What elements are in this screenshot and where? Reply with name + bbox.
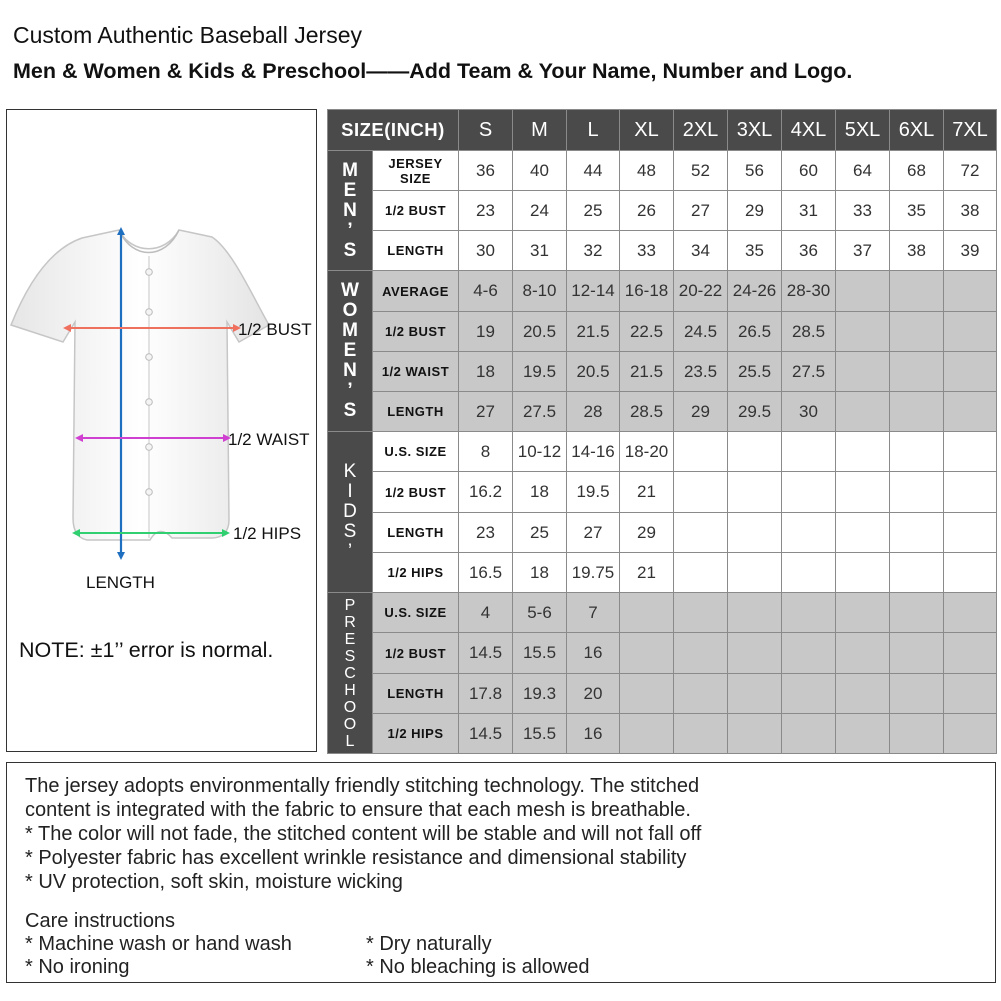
size-value-cell: 27: [567, 513, 620, 553]
size-value-cell: [890, 553, 944, 593]
size-value-cell: 20: [567, 674, 620, 714]
group-label-glyph: W: [341, 280, 359, 301]
size-value-cell: [728, 674, 782, 714]
care-item: * Machine wash or hand wash: [25, 933, 292, 955]
group-label-glyph: P: [344, 596, 356, 614]
size-value-cell: 14-16: [567, 432, 620, 472]
description-line: content is integrated with the fabric to ensure that each mesh is breathable.: [25, 799, 691, 821]
group-label-glyph: I: [347, 481, 353, 502]
size-value-cell: [836, 472, 890, 513]
size-value-cell: 64: [836, 151, 890, 191]
size-value-cell: 10-12: [513, 432, 567, 472]
size-value-cell: [836, 432, 890, 472]
size-value-cell: 23: [459, 513, 513, 553]
size-value-cell: [944, 593, 997, 633]
care-title: Care instructions: [25, 910, 176, 932]
size-row: [328, 674, 997, 714]
group-label-glyph: K: [343, 461, 357, 482]
size-value-cell: [944, 352, 997, 392]
size-value-cell: 29: [728, 191, 782, 231]
size-value-cell: 4: [459, 593, 513, 633]
size-value-cell: 18: [513, 472, 567, 513]
size-value-cell: [782, 593, 836, 633]
size-value-cell: [674, 472, 728, 513]
row-label: LENGTH: [373, 231, 459, 271]
size-value-cell: [836, 633, 890, 674]
size-value-cell: [674, 633, 728, 674]
row-label: 1/2 BUST: [373, 633, 459, 674]
size-value-cell: 5-6: [513, 593, 567, 633]
size-chart-body: [328, 151, 997, 754]
size-value-cell: 24-26: [728, 271, 782, 312]
size-value-cell: [620, 714, 674, 754]
size-value-cell: [890, 714, 944, 754]
row-label: 1/2 BUST: [373, 312, 459, 352]
size-value-cell: 18: [513, 553, 567, 593]
size-value-cell: 48: [620, 151, 674, 191]
size-value-cell: [782, 674, 836, 714]
size-value-cell: 26.5: [728, 312, 782, 352]
size-value-cell: 32: [567, 231, 620, 271]
size-value-cell: 44: [567, 151, 620, 191]
size-value-cell: [944, 432, 997, 472]
size-value-cell: 17.8: [459, 674, 513, 714]
length-label: LENGTH: [86, 573, 155, 592]
size-value-cell: 23: [459, 191, 513, 231]
size-value-cell: [728, 432, 782, 472]
size-value-cell: [836, 352, 890, 392]
size-row: [328, 392, 997, 432]
size-value-cell: 16.5: [459, 553, 513, 593]
row-label: LENGTH: [373, 674, 459, 714]
size-value-cell: [944, 472, 997, 513]
group-label-glyph: O: [342, 300, 358, 321]
size-value-cell: 30: [782, 392, 836, 432]
size-row: [328, 593, 997, 633]
size-value-cell: 14.5: [459, 633, 513, 674]
group-label-glyph: O: [343, 698, 357, 716]
row-label: U.S. SIZE: [373, 593, 459, 633]
size-value-cell: 15.5: [513, 714, 567, 754]
size-value-cell: [836, 553, 890, 593]
size-value-cell: [890, 352, 944, 392]
size-value-cell: 27: [674, 191, 728, 231]
size-header-cell: 4XL: [782, 110, 836, 151]
size-row: [328, 553, 997, 593]
size-row: [328, 432, 997, 472]
size-value-cell: [620, 674, 674, 714]
size-value-cell: 15.5: [513, 633, 567, 674]
size-value-cell: [674, 674, 728, 714]
size-value-cell: [944, 271, 997, 312]
size-value-cell: 36: [459, 151, 513, 191]
size-value-cell: 20-22: [674, 271, 728, 312]
size-value-cell: 20.5: [513, 312, 567, 352]
size-value-cell: [674, 714, 728, 754]
size-value-cell: 27.5: [782, 352, 836, 392]
size-value-cell: 68: [890, 151, 944, 191]
size-value-cell: 25: [513, 513, 567, 553]
size-value-cell: [782, 513, 836, 553]
size-value-cell: [944, 392, 997, 432]
group-label-kids: [328, 432, 373, 593]
size-row: [328, 714, 997, 754]
size-value-cell: 27: [459, 392, 513, 432]
size-header-cell: S: [459, 110, 513, 151]
group-label-women: [328, 271, 373, 432]
size-value-cell: 4-6: [459, 271, 513, 312]
size-value-cell: 21: [620, 553, 674, 593]
size-value-cell: 12-14: [567, 271, 620, 312]
size-value-cell: [890, 472, 944, 513]
size-value-cell: [728, 472, 782, 513]
group-label-glyph: O: [343, 715, 357, 733]
row-label: 1/2 HIPS: [373, 553, 459, 593]
size-header-cell: 5XL: [836, 110, 890, 151]
size-value-cell: [674, 513, 728, 553]
size-value-cell: 33: [620, 231, 674, 271]
size-value-cell: 16-18: [620, 271, 674, 312]
size-value-cell: [944, 312, 997, 352]
row-label: JERSEY SIZE: [373, 151, 459, 191]
error-note: NOTE: ±1’’ error is normal.: [19, 638, 274, 662]
row-label: 1/2 BUST: [373, 472, 459, 513]
size-value-cell: [782, 432, 836, 472]
group-label-glyph: S: [344, 647, 356, 665]
size-value-cell: 29.5: [728, 392, 782, 432]
size-header-row: [328, 110, 997, 151]
size-value-cell: 29: [620, 513, 674, 553]
size-value-cell: 23.5: [674, 352, 728, 392]
row-label: 1/2 HIPS: [373, 714, 459, 754]
size-value-cell: 18: [459, 352, 513, 392]
size-value-cell: [674, 593, 728, 633]
size-value-cell: 7: [567, 593, 620, 633]
row-label: 1/2 BUST: [373, 191, 459, 231]
group-label-glyph: E: [343, 179, 357, 201]
care-item: * Dry naturally: [366, 933, 492, 955]
group-label-glyph: L: [345, 732, 355, 750]
size-value-cell: [890, 513, 944, 553]
size-value-cell: 38: [944, 191, 997, 231]
size-value-cell: 20.5: [567, 352, 620, 392]
waist-label: 1/2 WAIST: [228, 430, 310, 449]
size-value-cell: [890, 432, 944, 472]
size-row: [328, 231, 997, 271]
group-label-glyph: N: [343, 360, 357, 381]
size-value-cell: [728, 553, 782, 593]
size-value-cell: 26: [620, 191, 674, 231]
size-header-cell: M: [513, 110, 567, 151]
size-value-cell: 56: [728, 151, 782, 191]
group-label-glyph: E: [343, 340, 357, 361]
size-value-cell: [836, 674, 890, 714]
size-value-cell: [890, 593, 944, 633]
size-value-cell: 35: [728, 231, 782, 271]
product-description: [6, 762, 996, 983]
group-label-glyph: S: [343, 239, 357, 261]
size-value-cell: 24.5: [674, 312, 728, 352]
size-value-cell: [836, 312, 890, 352]
bust-label: 1/2 BUST: [238, 320, 312, 339]
size-value-cell: 16: [567, 714, 620, 754]
size-value-cell: [890, 312, 944, 352]
group-label-men: [328, 151, 373, 271]
size-value-cell: 21: [620, 472, 674, 513]
size-value-cell: [836, 513, 890, 553]
size-value-cell: 30: [459, 231, 513, 271]
size-value-cell: 16: [567, 633, 620, 674]
feature-bullet: * The color will not fade, the stitched content will be stable and will not fall off: [25, 823, 702, 845]
size-value-cell: 60: [782, 151, 836, 191]
size-value-cell: [890, 633, 944, 674]
size-row: [328, 191, 997, 231]
size-value-cell: 72: [944, 151, 997, 191]
group-label-glyph: R: [344, 613, 356, 631]
size-value-cell: 19.3: [513, 674, 567, 714]
size-value-cell: 19.75: [567, 553, 620, 593]
size-value-cell: 21.5: [620, 352, 674, 392]
size-header-cell: 2XL: [674, 110, 728, 151]
size-value-cell: [674, 553, 728, 593]
feature-bullet: * Polyester fabric has excellent wrinkle resistance and dimensional stability: [25, 847, 687, 869]
size-value-cell: [836, 593, 890, 633]
size-value-cell: 24: [513, 191, 567, 231]
size-header-cell: 7XL: [944, 110, 997, 151]
size-value-cell: [674, 432, 728, 472]
size-value-cell: 21.5: [567, 312, 620, 352]
size-value-cell: 14.5: [459, 714, 513, 754]
size-row: [328, 513, 997, 553]
row-label: U.S. SIZE: [373, 432, 459, 472]
group-label-glyph: ’: [347, 219, 353, 241]
size-row: [328, 271, 997, 312]
size-value-cell: 27.5: [513, 392, 567, 432]
size-value-cell: 25: [567, 191, 620, 231]
group-label-pre: [328, 593, 373, 754]
size-value-cell: 19: [459, 312, 513, 352]
size-value-cell: [944, 553, 997, 593]
size-value-cell: 40: [513, 151, 567, 191]
group-label-glyph: H: [344, 681, 356, 699]
description-line: The jersey adopts environmentally friendly stitching technology. The stitched: [25, 775, 700, 797]
size-value-cell: [890, 674, 944, 714]
size-value-cell: 37: [836, 231, 890, 271]
size-value-cell: 8: [459, 432, 513, 472]
size-row: [328, 312, 997, 352]
care-item: * No ironing: [25, 956, 130, 978]
size-header-cell: XL: [620, 110, 674, 151]
size-value-cell: [728, 714, 782, 754]
group-label-glyph: M: [342, 159, 358, 181]
row-label: LENGTH: [373, 513, 459, 553]
hips-label: 1/2 HIPS: [233, 524, 302, 543]
size-value-cell: [620, 633, 674, 674]
size-value-cell: 39: [944, 231, 997, 271]
group-label-glyph: S: [343, 521, 357, 542]
group-label-glyph: S: [343, 400, 357, 421]
size-value-cell: 28-30: [782, 271, 836, 312]
size-value-cell: 8-10: [513, 271, 567, 312]
size-value-cell: 28: [567, 392, 620, 432]
size-value-cell: 25.5: [728, 352, 782, 392]
group-label-glyph: M: [342, 320, 358, 341]
size-value-cell: 29: [674, 392, 728, 432]
care-item: * No bleaching is allowed: [366, 956, 590, 978]
size-header-cell: 6XL: [890, 110, 944, 151]
size-value-cell: 52: [674, 151, 728, 191]
page-title: Custom Authentic Baseball Jersey: [13, 22, 363, 48]
size-value-cell: 31: [782, 191, 836, 231]
size-value-cell: [944, 674, 997, 714]
size-header-cell: 3XL: [728, 110, 782, 151]
size-row: [328, 151, 997, 191]
size-value-cell: 22.5: [620, 312, 674, 352]
size-row: [328, 352, 997, 392]
size-value-cell: 34: [674, 231, 728, 271]
size-value-cell: [782, 553, 836, 593]
size-value-cell: 38: [890, 231, 944, 271]
size-chart-table: [327, 109, 997, 754]
size-value-cell: [836, 714, 890, 754]
page-subtitle: Men & Women & Kids & Preschool——Add Team & Your Name, Number and Logo.: [13, 59, 853, 83]
size-value-cell: 35: [890, 191, 944, 231]
size-value-cell: [836, 271, 890, 312]
group-label-glyph: N: [343, 199, 357, 221]
row-label: LENGTH: [373, 392, 459, 432]
row-label: AVERAGE: [373, 271, 459, 312]
size-value-cell: [728, 633, 782, 674]
size-value-cell: [944, 513, 997, 553]
size-value-cell: 18-20: [620, 432, 674, 472]
size-value-cell: [620, 593, 674, 633]
size-value-cell: [944, 633, 997, 674]
size-row: [328, 472, 997, 513]
size-header-label: SIZE(INCH): [328, 110, 459, 151]
size-value-cell: 33: [836, 191, 890, 231]
size-value-cell: 28.5: [782, 312, 836, 352]
group-label-glyph: ’: [347, 380, 353, 401]
size-value-cell: 31: [513, 231, 567, 271]
group-label-glyph: ’: [347, 541, 353, 562]
size-value-cell: [890, 271, 944, 312]
group-label-glyph: C: [344, 664, 356, 682]
size-value-cell: 16.2: [459, 472, 513, 513]
size-header-cell: L: [567, 110, 620, 151]
size-value-cell: [944, 714, 997, 754]
size-value-cell: [782, 714, 836, 754]
group-label-glyph: E: [344, 630, 356, 648]
jersey-shape: [11, 230, 269, 540]
size-value-cell: [782, 633, 836, 674]
size-value-cell: 36: [782, 231, 836, 271]
group-label-glyph: D: [343, 501, 357, 522]
size-value-cell: [728, 513, 782, 553]
size-value-cell: [890, 392, 944, 432]
size-value-cell: 19.5: [513, 352, 567, 392]
feature-bullet: * UV protection, soft skin, moisture wicking: [25, 871, 403, 893]
size-value-cell: [836, 392, 890, 432]
size-row: [328, 633, 997, 674]
row-label: 1/2 WAIST: [373, 352, 459, 392]
size-value-cell: [728, 593, 782, 633]
size-value-cell: 19.5: [567, 472, 620, 513]
size-value-cell: 28.5: [620, 392, 674, 432]
size-value-cell: [782, 472, 836, 513]
